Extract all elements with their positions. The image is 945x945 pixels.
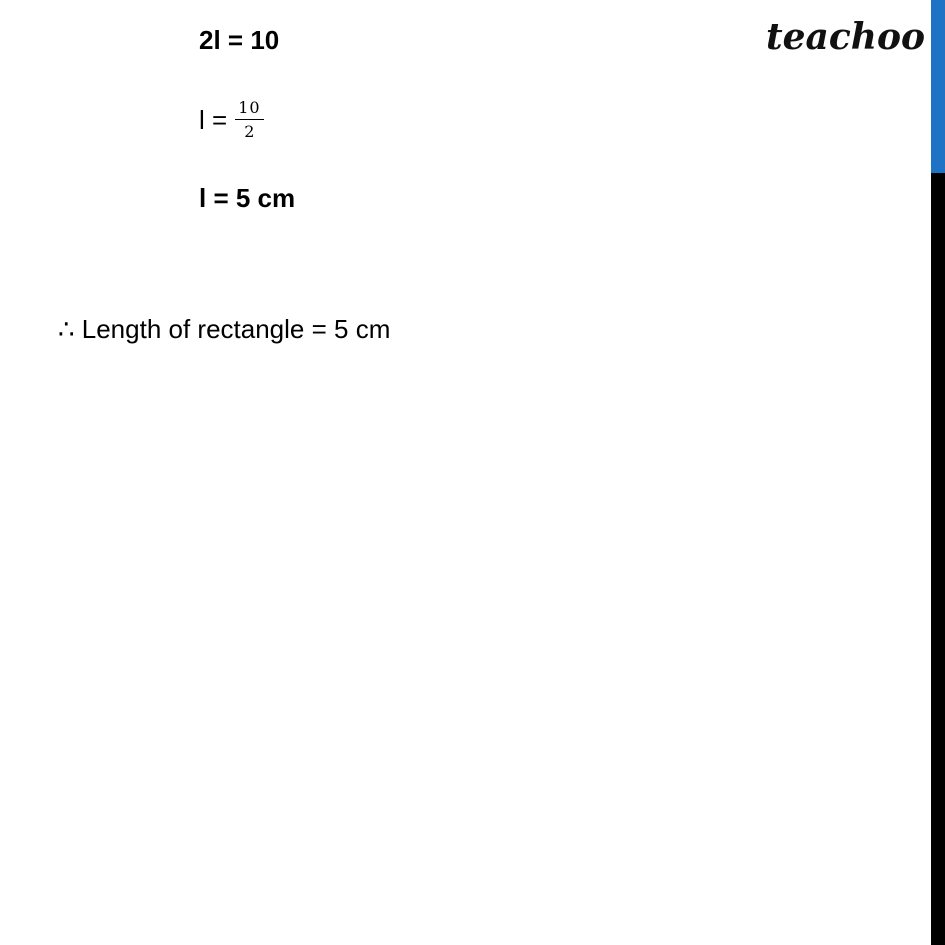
fraction: [235, 99, 263, 141]
equation-l-lhs: l =: [199, 105, 228, 135]
right-sidebar-bar: [931, 0, 945, 945]
teachoo-logo: teachoo: [766, 16, 925, 58]
fraction-numerator: 10: [235, 99, 263, 120]
sidebar-accent-bar: [931, 0, 945, 173]
conclusion-text: ∴ Length of rectangle = 5 cm: [58, 314, 391, 344]
fraction-denominator: 2: [244, 122, 255, 141]
equation-2l-equals-10: 2l = 10: [199, 25, 280, 55]
equation-l-equals-5cm: l = 5 cm: [199, 183, 296, 213]
equation-l-fraction: [199, 99, 264, 141]
